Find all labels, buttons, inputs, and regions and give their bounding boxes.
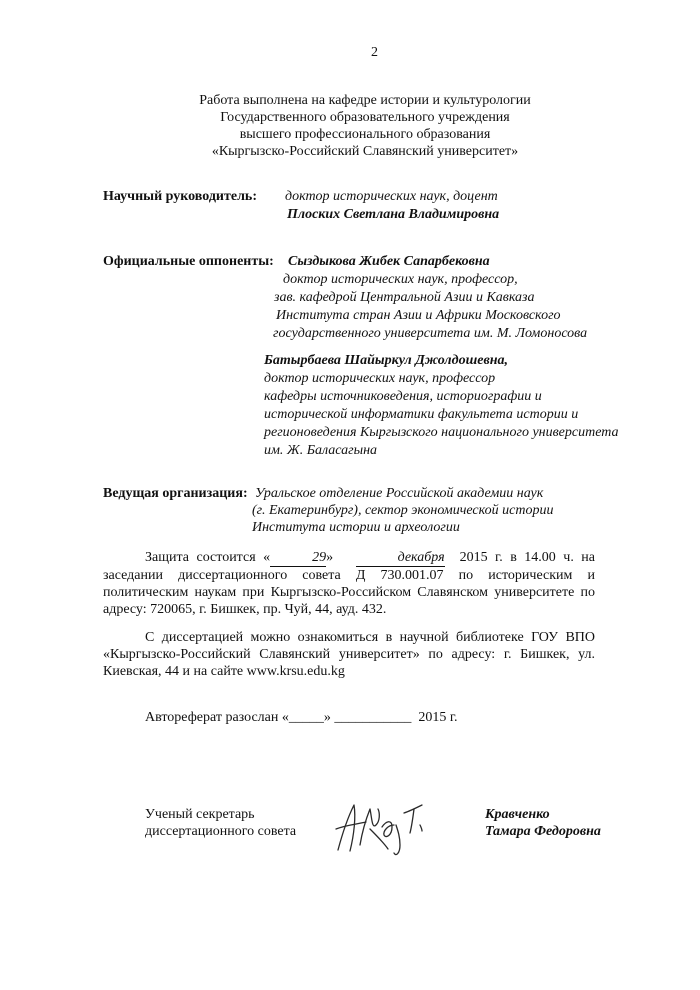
supervisor-label: Научный руководитель: (103, 189, 257, 204)
opponent-1-line-2: зав. кафедрой Центральной Азии и Кавказа (274, 290, 535, 305)
sent-mid: » (323, 710, 335, 725)
leading-org-line-1: Уральское отделение Российской академии наук (255, 486, 544, 501)
opponent-2-line-3: исторической информатики факультета истории и (264, 407, 579, 422)
leading-org-label: Ведущая организация: (103, 486, 248, 501)
sent-blank-month: ___________ (334, 710, 412, 725)
defense-rest: 2015 г. в 14.00 ч. на заседании диссертационного совета Д 730.001.07 по историческим и политическим наукам при Кыргызско-Российском Славянском университете по адресу: 720065, г. Бишкек, пр. Чуй, 44, ауд. 432. (103, 550, 596, 617)
opponent-1-line-4: государственного университета им. М. Ломоносова (273, 326, 588, 341)
header-line-4: «Кыргызско-Российский Славянский университет» (211, 144, 519, 159)
leading-org-line-2: (г. Екатеринбург), сектор экономической истории (252, 503, 554, 518)
sent-prefix: Автореферат разослан « (145, 710, 289, 725)
defense-prefix: Защита состоится « (145, 550, 271, 565)
opponent-2-name: Батырбаева Шайыркул Джолдошевна, (264, 353, 508, 368)
sent-year: 2015 г. (418, 710, 458, 725)
opponent-2-line-2: кафедры источниковедения, историографии и (264, 389, 542, 404)
opponent-1-line-3: Института стран Азии и Африки Московского (276, 308, 561, 323)
secretary-surname: Кравченко (485, 807, 550, 822)
defense-mid: » (326, 550, 334, 565)
opponent-2-line-4: регионоведения Кыргызского национального университета (264, 425, 619, 440)
opponent-1-name: Сыздыкова Жибек Сапарбековна (288, 254, 490, 269)
leading-org-line-3: Института истории и археологии (252, 520, 460, 535)
header-line-2: Государственного образовательного учреждения (220, 110, 510, 125)
page-number: 2 (371, 45, 378, 60)
header-line-1: Работа выполнена на кафедре истории и культурологии (199, 93, 531, 108)
library-note: С диссертацией можно ознакомиться в научной библиотеке ГОУ ВПО «Кыргызско-Российский Славянский университет» по адресу: г. Бишкек, ул. Киевская, 44 и на сайте www.krsu.edu.kg (103, 630, 595, 679)
supervisor-degree: доктор исторических наук, доцент (285, 189, 498, 204)
supervisor-name: Плоских Светлана Владимировна (287, 207, 500, 222)
opponent-2-line-5: им. Ж. Баласагына (264, 443, 378, 458)
defense-paragraph (103, 549, 595, 618)
opponents-label: Официальные оппоненты: (103, 254, 274, 269)
opponent-2-line-1: доктор исторических наук, профессор (264, 371, 496, 386)
secretary-title-1: Ученый секретарь (145, 807, 255, 822)
sent-line (145, 709, 458, 726)
secretary-name: Тамара Федоровна (485, 824, 601, 839)
header-line-3: высшего профессионального образования (239, 127, 491, 142)
opponent-1-line-1: доктор исторических наук, профессор, (283, 272, 518, 287)
sent-blank-day: _____ (288, 710, 324, 725)
signature (330, 795, 440, 860)
secretary-title-2: диссертационного совета (145, 824, 297, 839)
defense-month: декабря (356, 549, 445, 567)
defense-day: 29 (270, 549, 326, 567)
